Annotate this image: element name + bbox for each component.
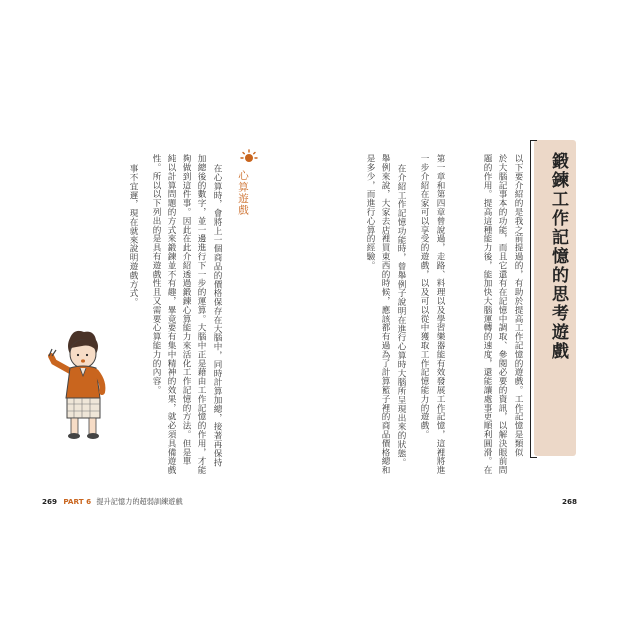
- right-column-4: 第一章和第四章曾說過，走路、料理以及學習樂器能有效發展工作記憶，這裡將進: [435, 154, 445, 475]
- chapter-title: 提升記憶力的超弱訓練遊戲: [96, 497, 183, 506]
- right-column-3: 題的作用。提高這種能力後，能加快大腦運轉的速度，還能讓處事更順利圓滑。在: [482, 154, 492, 475]
- right-page-number: 268: [562, 497, 578, 506]
- page-title: 鍛鍊工作記憶的思考遊戲: [548, 152, 568, 361]
- left-column-6: 事不宜遲，現在就來說明遊戲方式。: [128, 164, 138, 307]
- left-column-2: 加總後的數字，並一邊進行下一步的運算。大腦中正是藉由工作記憶的作用，才能: [196, 154, 206, 475]
- right-column-6: 在介紹工作記憶功能時，曾舉例子說明在進行心算時大腦所呈現出來的狀態。: [396, 164, 406, 467]
- left-footer: [42, 497, 183, 507]
- section-heading: 心算遊戲: [237, 170, 249, 216]
- right-column-1: 以下要介紹的是我之前提過的，有助於提高工作記憶的遊戲。工作記憶是類似: [513, 154, 523, 457]
- right-column-8: 是多少，而進行心算的經驗。: [365, 154, 375, 270]
- right-column-7: 舉例來說，大家去店裡買東西的時候，應該都有過為了計算籃子裡的商品價格總和: [380, 154, 390, 475]
- part-label: PART 6: [63, 497, 92, 506]
- left-column-4: 純以計算問題的方式來鍛鍊並不有趣，畢竟要有集中精神的效果，就必須具備遊戲: [166, 154, 176, 475]
- left-column-5: 性。所以以下列出的是具有遊戲性且又需要心算能力的內容。: [151, 154, 161, 395]
- left-column-1: 在心算時，會將上一個商品的價格保存在大腦中，同時計算加總，接著再保持: [212, 164, 222, 467]
- title-bracket: [530, 140, 537, 458]
- right-column-5: 一步介紹在家可以享受的遊戲，以及可以從中獲取工作記憶能力的遊戲。: [419, 154, 429, 439]
- sun-icon: [240, 149, 258, 167]
- boy-illustration: [44, 328, 114, 440]
- right-column-2: 於大腦記事本的功能，而且它還有在記憶中調取、參閱必要的資訊，以解決眼前問: [497, 154, 507, 475]
- left-page-number: 269: [42, 497, 58, 506]
- left-column-3: 夠做到這件事。因此在此介紹透過鍛鍊心算能力來活化工作記憶的方法。但是單: [181, 154, 191, 466]
